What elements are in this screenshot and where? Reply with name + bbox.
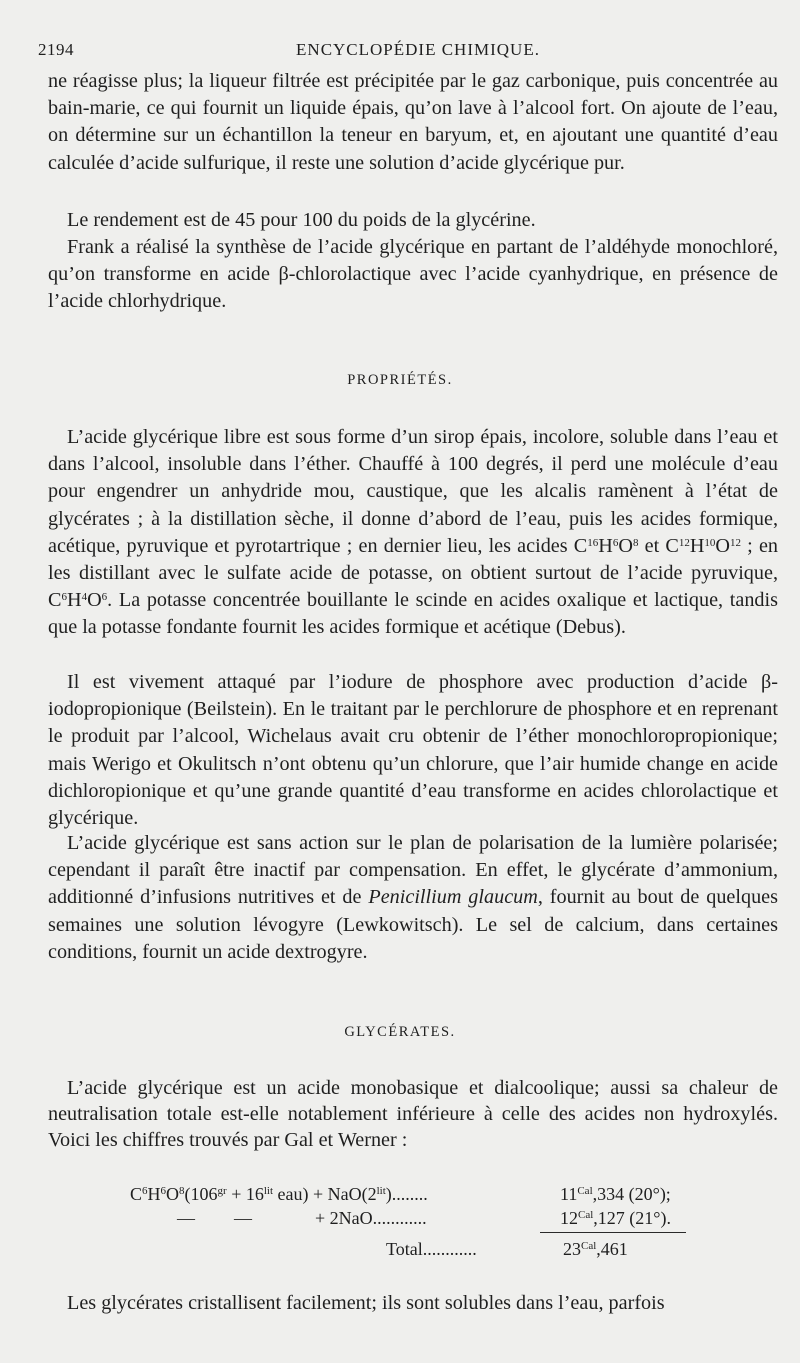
equation-2-lhs: — — + 2NaO............	[177, 1208, 427, 1228]
equation-1-value: $11^{Cal},334$ (20°);	[560, 1184, 671, 1204]
paragraph-intro-2: Le rendement est de 45 pour 100 du poids de la glycérine.	[67, 209, 536, 231]
formula-c16h6o8: $C^{16}H^6O^8$	[573, 534, 639, 557]
paragraph-glycerates-1: L’acide glycérique est un acide monobasique et dialcoolique; aussi sa chaleur de neutralisation totale est-elle notablement inférieure à celle des acides non hydroxylés. Voici les chiffres trouvés par Gal et Werner :	[48, 1077, 778, 1151]
page-number: 2194	[38, 40, 74, 59]
section-heading-proprietes: PROPRIÉTÉS.	[347, 372, 453, 388]
formula-c12h10o12: $C^{12}H^{10}O^{12}$	[665, 534, 741, 557]
paragraph-proprietes-3: L’acide glycérique est sans action sur le plan de polarisation de la lumière polarisée; cependant il paraît être inactif par compensation. En effet, le glycérate d’ammonium, additionné d’infusions nutritives et de Penicillium glaucum, fournit au bout de quelques semaines une solution lévogyre (Lewkowitsch). Le sel de calcium, dans certaines conditions, fournit un acide dextrogyre.	[48, 832, 778, 963]
paragraph-intro-3: Frank a réalisé la synthèse de l’acide glycérique en partant de l’aldéhyde monochloré, qu’on transforme en acide β-chlorolactique avec l’acide cyanhydrique, en présence de l’acide chlorhydrique.	[48, 236, 778, 313]
total-label: Total............	[386, 1239, 477, 1259]
thermochemistry-table	[0, 1182, 800, 1259]
running-title: ENCYCLOPÉDIE CHIMIQUE.	[296, 40, 540, 59]
paragraph-glycerates-2: Les glycérates cristallisent facilement; ils sont solubles dans l’eau, parfois	[67, 1292, 665, 1314]
paragraph-proprietes-1: L’acide glycérique libre est sous forme d’un sirop épais, incolore, soluble dans l’eau et dans l’alcool, insoluble dans l’éther. Chauffé à 100 degrés, il perd une molécule d’eau pour engendrer un anhydride mou, caustique, que les alcalis ramènent à l’état de glycérates ; à la distillation sèche, il donne d’abord de l’eau, puis les acides formique, acétique, pyruvique et pyrotartrique ; en dernier lieu, les acides $C^{16}H^6O^8$ et $C^{12}H^{10}O^{12}$ ; en les distillant avec le sulfate acide de potasse, on obtient surtout de l’acide pyruvique, $C^6H^4O^6$. La potasse concentrée bouillante le scinde en acides oxalique et lactique, tandis que la potasse fondante fournit les acides formique et acétique (Debus).	[48, 426, 778, 639]
section-heading-glycerates: GLYCÉRATES.	[344, 1024, 456, 1040]
equation-2-value: $12^{Cal},127$ (21°).	[560, 1208, 671, 1228]
species-name: Penicillium glaucum	[368, 886, 538, 909]
paragraph-intro-1: ne réagisse plus; la liqueur filtrée est précipitée par le gaz carbonique, puis concentrée au bain-marie, ce qui fournit un liquide épais, qu’on lave à l’alcool fort. On ajoute de l’eau, on détermine sur un échantillon la teneur en baryum, et, en ajoutant une quantité d’eau calculée d’acide sulfurique, il reste une solution d’acide glycérique pur.	[48, 70, 778, 174]
sum-rule	[540, 1232, 686, 1233]
page-header	[38, 40, 778, 66]
equation-1-lhs: $C^6H^6O^8(106^{gr} + 16^{lit}$ $eau) + NaO(2^{lit})$........	[130, 1184, 428, 1204]
paragraph-proprietes-2: Il est vivement attaqué par l’iodure de phosphore avec production d’acide β-iodopropionique (Beilstein). En le traitant par le perchlorure de phosphore et en reprenant le produit par l’alcool, Wichelaus avait cru obtenir de l’éther monochloropropionique; mais Werigo et Okulitsch n’ont obtenu qu’un chlorure, que l’air humide change en acide dichloropionique et qu’une grande quantité d’eau transforme en acides chlorolactique et glycérique.	[48, 671, 778, 830]
total-value: $23^{Cal},461$	[563, 1239, 628, 1259]
formula-c6h4o6: $C^6H^4O^6$	[48, 589, 108, 612]
